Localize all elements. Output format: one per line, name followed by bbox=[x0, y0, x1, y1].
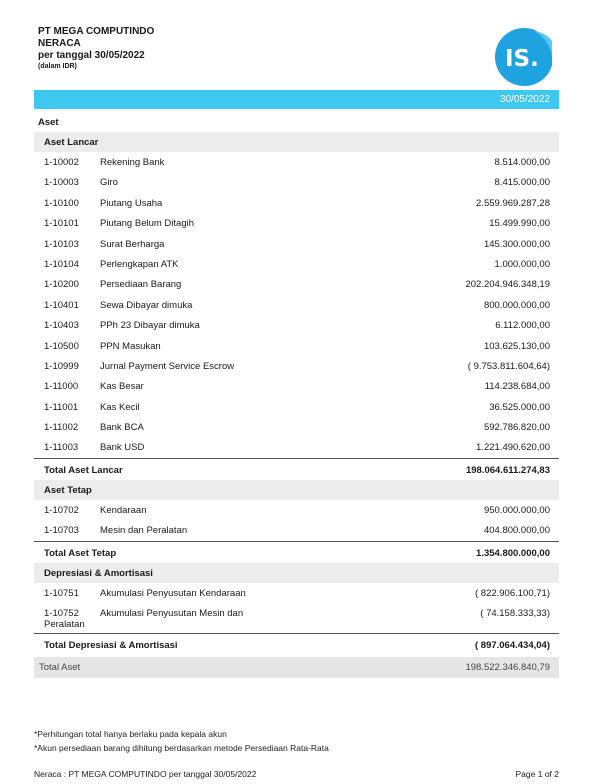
account-amount: 145.300.000,00 bbox=[483, 238, 550, 250]
date-bar bbox=[34, 90, 559, 109]
page-number: Page 1 of 2 bbox=[515, 769, 559, 779]
account-amount: ( 74.158.333,33) bbox=[480, 608, 550, 620]
group-heading-aset-lancar: Aset Lancar bbox=[34, 132, 559, 152]
account-code: 1-10751 bbox=[44, 587, 79, 599]
account-amount: 592.786.820,00 bbox=[483, 422, 550, 434]
table-row bbox=[34, 397, 559, 417]
grand-total-amount: 198.522.346.840,79 bbox=[465, 662, 550, 674]
section-heading bbox=[34, 112, 559, 132]
account-code: 1-11002 bbox=[44, 422, 79, 434]
account-name-continued: Peralatan bbox=[44, 619, 85, 631]
table-row bbox=[34, 295, 559, 315]
account-name: Giro bbox=[100, 177, 118, 189]
account-code: 1-10401 bbox=[44, 299, 79, 311]
account-name: Perlengkapan ATK bbox=[100, 258, 179, 270]
account-code: 1-11003 bbox=[44, 442, 79, 454]
account-amount: 950.000.000,00 bbox=[483, 504, 550, 516]
account-code: 1-10002 bbox=[44, 157, 79, 168]
table-row bbox=[34, 356, 559, 376]
company-name: PT MEGA COMPUTINDO bbox=[38, 26, 155, 37]
account-name: Rekening Bank bbox=[100, 157, 165, 168]
account-name: Bank USD bbox=[100, 442, 145, 454]
account-amount: 404.800.000,00 bbox=[483, 525, 550, 537]
account-name: Surat Berharga bbox=[100, 238, 165, 250]
account-name: Persediaan Barang bbox=[100, 279, 182, 291]
aset-lancar-rows bbox=[34, 152, 559, 458]
group-heading-aset-tetap: Aset Tetap bbox=[34, 480, 559, 500]
report-header bbox=[38, 26, 154, 72]
footnote: *Akun persediaan barang dihitung berdasarkan metode Persediaan Rata-Rata bbox=[34, 743, 329, 753]
account-name: Jurnal Payment Service Escrow bbox=[100, 360, 235, 372]
account-amount: ( 9.753.811.604,64) bbox=[467, 360, 550, 372]
footer-title: Neraca : PT MEGA COMPUTINDO per tanggal 30/05/2022 bbox=[34, 769, 257, 779]
aset-tetap-rows bbox=[34, 500, 559, 541]
table-row bbox=[34, 583, 559, 603]
total-row-depresiasi bbox=[34, 633, 559, 655]
account-name: Piutang Belum Ditagih bbox=[100, 218, 194, 230]
grand-total-row bbox=[34, 657, 559, 678]
footnotes bbox=[34, 727, 329, 755]
account-amount: 1.000.000,00 bbox=[494, 258, 550, 270]
table-row bbox=[34, 376, 559, 396]
account-amount: 6.112.000,00 bbox=[495, 320, 550, 332]
account-amount: 800.000.000,00 bbox=[483, 299, 550, 311]
account-code: 1-10200 bbox=[44, 279, 79, 291]
total-amount: ( 897.064.434,04) bbox=[474, 640, 550, 652]
account-code: 1-10999 bbox=[44, 360, 79, 372]
account-amount: 1.221.490.620,00 bbox=[476, 442, 550, 454]
account-name: PPN Masukan bbox=[100, 340, 161, 352]
account-amount: 36.525.000,00 bbox=[489, 401, 550, 413]
account-name: PPh 23 Dibayar dimuka bbox=[100, 320, 200, 332]
total-label: Total Aset Tetap bbox=[44, 547, 117, 559]
report-date: per tanggal 30/05/2022 bbox=[38, 50, 145, 61]
account-amount: 2.559.969.287,28 bbox=[476, 197, 550, 209]
table-row bbox=[34, 172, 559, 192]
account-amount: 15.499.990,00 bbox=[489, 218, 550, 230]
account-code: 1-10100 bbox=[44, 197, 79, 209]
table-row bbox=[34, 417, 559, 437]
balance-table bbox=[34, 112, 559, 678]
total-label: Total Aset Lancar bbox=[44, 464, 123, 476]
table-row bbox=[34, 437, 559, 457]
account-name: Kendaraan bbox=[100, 504, 147, 516]
table-row bbox=[34, 500, 559, 520]
account-amount: 103.625.130,00 bbox=[483, 340, 550, 352]
account-code: 1-10103 bbox=[44, 238, 79, 250]
currency-unit: (dalam IDR) bbox=[38, 63, 77, 70]
account-amount: 114.238.684,00 bbox=[484, 381, 550, 393]
account-amount: 202.204.946.348,19 bbox=[465, 279, 550, 291]
account-code: 1-10752 bbox=[44, 608, 79, 620]
table-row bbox=[34, 254, 559, 274]
section-title: Aset bbox=[38, 117, 59, 128]
total-row-aset-tetap bbox=[34, 541, 559, 563]
account-name: Kas Besar bbox=[100, 381, 144, 393]
table-row bbox=[34, 274, 559, 294]
account-code: 1-10104 bbox=[44, 258, 79, 270]
table-row bbox=[34, 193, 559, 213]
account-code: 1-11000 bbox=[44, 381, 79, 393]
total-row-aset-lancar bbox=[34, 458, 559, 480]
table-row bbox=[34, 152, 559, 172]
account-code: 1-10500 bbox=[44, 340, 79, 352]
account-code: 1-10403 bbox=[44, 320, 79, 332]
account-name: Bank BCA bbox=[100, 422, 144, 434]
footnote: *Perhitungan total hanya berlaku pada kepala akun bbox=[34, 729, 227, 739]
table-row bbox=[34, 315, 559, 335]
table-row bbox=[34, 234, 559, 254]
total-label: Total Depresiasi & Amortisasi bbox=[44, 640, 178, 652]
report-title: NERACA bbox=[38, 38, 81, 49]
group-heading-depresiasi: Depresiasi & Amortisasi bbox=[34, 563, 559, 583]
account-name: Piutang Usaha bbox=[100, 197, 163, 209]
account-amount: ( 822.906.100,71) bbox=[474, 587, 550, 599]
account-name: Akumulasi Penyusutan Kendaraan bbox=[100, 587, 246, 599]
total-amount: 198.064.611.274,83 bbox=[465, 464, 550, 476]
bar-date: 30/05/2022 bbox=[499, 94, 550, 105]
account-code: 1-11001 bbox=[44, 401, 79, 413]
company-logo bbox=[494, 27, 554, 87]
account-code: 1-10101 bbox=[44, 218, 79, 230]
logo-text: IS. bbox=[505, 46, 539, 72]
table-row bbox=[34, 603, 559, 633]
account-code: 1-10003 bbox=[44, 177, 79, 189]
account-amount: 8.415.000,00 bbox=[494, 177, 550, 189]
account-name: Mesin dan Peralatan bbox=[100, 525, 188, 537]
account-name: Akumulasi Penyusutan Mesin dan bbox=[100, 608, 244, 620]
account-code: 1-10702 bbox=[44, 504, 79, 516]
account-name: Sewa Dibayar dimuka bbox=[100, 299, 193, 311]
total-amount: 1.354.800.000,00 bbox=[476, 547, 550, 559]
account-name: Kas Kecil bbox=[100, 401, 140, 413]
table-row bbox=[34, 520, 559, 540]
table-row bbox=[34, 213, 559, 233]
account-code: 1-10703 bbox=[44, 525, 79, 537]
account-amount: 8.514.000,00 bbox=[494, 157, 550, 168]
grand-total-label: Total Aset bbox=[39, 662, 81, 674]
table-row bbox=[34, 336, 559, 356]
